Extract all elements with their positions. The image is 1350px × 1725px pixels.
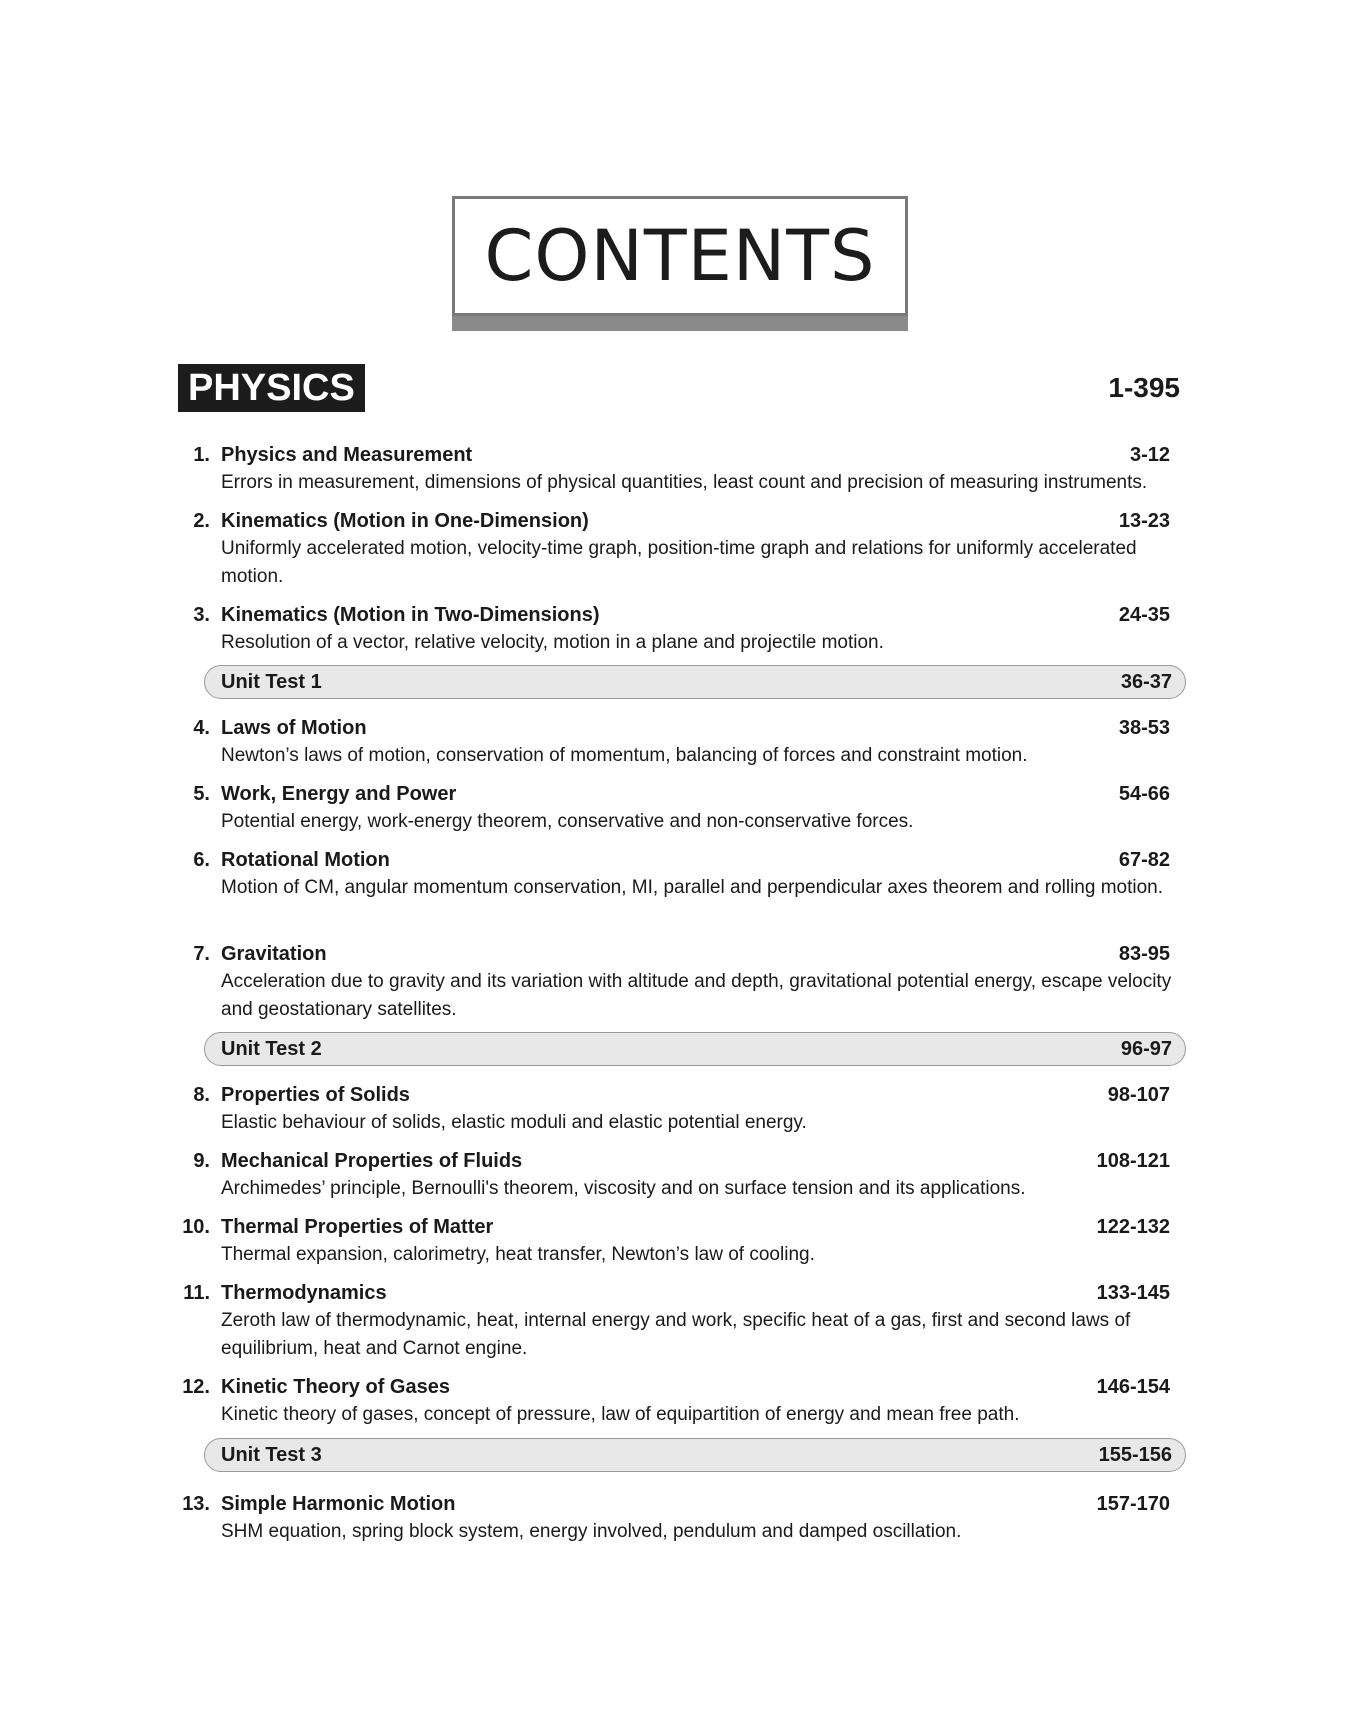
chapter-title: Thermodynamics xyxy=(221,1282,387,1304)
unit-test-title: Unit Test 1 xyxy=(221,671,322,693)
chapter-page-range: 133-145 xyxy=(1096,1282,1170,1304)
contents-title-box xyxy=(452,196,908,331)
chapter-page-range: 13-23 xyxy=(1118,510,1170,532)
chapter-number: 12. xyxy=(182,1376,210,1398)
chapter-description: Archimedes’ principle, Bernoulli's theorem, viscosity and on surface tension and its applications. xyxy=(221,1178,1026,1199)
chapter-number: 8. xyxy=(193,1084,210,1106)
chapter-description: Uniformly accelerated motion, velocity-time graph, position-time graph and relations for uniformly accelerated motion. xyxy=(221,538,1137,587)
chapter-entry[interactable] xyxy=(0,940,1350,1020)
chapter-page-range: 54-66 xyxy=(1118,783,1170,805)
unit-test-title: Unit Test 2 xyxy=(221,1038,322,1060)
subject-name: PHYSICS xyxy=(178,364,365,412)
chapter-description: Errors in measurement, dimensions of physical quantities, least count and precision of measuring instruments. xyxy=(221,472,1148,493)
chapter-title: Thermal Properties of Matter xyxy=(221,1216,494,1238)
chapter-description: Thermal expansion, calorimetry, heat transfer, Newton’s law of cooling. xyxy=(221,1244,815,1265)
chapter-description: Elastic behaviour of solids, elastic moduli and elastic potential energy. xyxy=(221,1112,807,1133)
unit-test-page-range: 96-97 xyxy=(1120,1038,1172,1060)
chapter-description: Motion of CM, angular momentum conservation, MI, parallel and perpendicular axes theorem and rolling motion. xyxy=(221,877,1164,898)
chapter-page-range: 146-154 xyxy=(1096,1376,1170,1398)
title-box-frame xyxy=(452,196,908,316)
unit-test-page-range: 155-156 xyxy=(1098,1444,1172,1466)
unit-test-row[interactable] xyxy=(204,665,1186,699)
chapter-description: SHM equation, spring block system, energy involved, pendulum and damped oscillation. xyxy=(221,1521,962,1542)
chapter-title: Work, Energy and Power xyxy=(221,783,457,805)
chapter-number: 10. xyxy=(182,1216,210,1238)
chapter-description: Potential energy, work-energy theorem, conservative and non-conservative forces. xyxy=(221,811,914,832)
chapter-entry[interactable] xyxy=(0,1213,1350,1265)
chapter-title: Properties of Solids xyxy=(221,1084,410,1106)
unit-test-title: Unit Test 3 xyxy=(221,1444,322,1466)
chapter-number: 11. xyxy=(183,1282,210,1304)
chapter-page-range: 38-53 xyxy=(1118,717,1170,739)
chapter-number: 13. xyxy=(182,1493,210,1515)
chapter-page-range: 108-121 xyxy=(1096,1150,1170,1172)
chapter-entry[interactable] xyxy=(0,1081,1350,1133)
chapter-page-range: 3-12 xyxy=(1129,444,1170,466)
chapter-page-range: 122-132 xyxy=(1096,1216,1170,1238)
unit-test-page-range: 36-37 xyxy=(1120,671,1172,693)
chapter-entry[interactable] xyxy=(0,1279,1350,1359)
chapter-number: 9. xyxy=(193,1150,210,1172)
chapter-number: 4. xyxy=(193,717,210,739)
chapter-number: 5. xyxy=(193,783,210,805)
chapter-description: Newton’s laws of motion, conservation of momentum, balancing of forces and constraint motion. xyxy=(221,745,1028,766)
chapter-title: Simple Harmonic Motion xyxy=(221,1493,456,1515)
chapter-entry[interactable] xyxy=(0,780,1350,832)
chapter-title: Rotational Motion xyxy=(221,849,390,871)
page-title: CONTENTS xyxy=(484,215,876,297)
chapter-page-range: 98-107 xyxy=(1107,1084,1170,1106)
chapter-page-range: 24-35 xyxy=(1118,604,1170,626)
chapter-page-range: 157-170 xyxy=(1096,1493,1170,1515)
chapter-title: Kinetic Theory of Gases xyxy=(221,1376,450,1398)
chapter-entry[interactable] xyxy=(0,1373,1350,1425)
chapter-description: Resolution of a vector, relative velocity, motion in a plane and projectile motion. xyxy=(221,632,884,653)
chapter-entry[interactable] xyxy=(0,714,1350,766)
chapter-number: 3. xyxy=(193,604,210,626)
chapter-title: Physics and Measurement xyxy=(221,444,473,466)
chapter-entry[interactable] xyxy=(0,1490,1350,1542)
unit-test-row[interactable] xyxy=(204,1438,1186,1472)
chapter-description: Zeroth law of thermodynamic, heat, internal energy and work, specific heat of a gas, first and second laws of equilibrium, heat and Carnot engine. xyxy=(221,1310,1131,1359)
chapter-page-range: 83-95 xyxy=(1118,943,1170,965)
chapter-number: 1. xyxy=(193,444,210,466)
subject-header xyxy=(178,364,1180,412)
chapter-number: 7. xyxy=(193,943,210,965)
chapter-title: Kinematics (Motion in Two-Dimensions) xyxy=(221,604,600,626)
chapter-title: Mechanical Properties of Fluids xyxy=(221,1150,523,1172)
chapter-title: Laws of Motion xyxy=(221,717,367,739)
chapter-entry[interactable] xyxy=(0,601,1350,653)
chapter-title: Gravitation xyxy=(221,943,327,965)
subject-page-range: 1-395 xyxy=(1108,372,1180,403)
chapter-description: Acceleration due to gravity and its variation with altitude and depth, gravitational potential energy, escape velocity and geostationary satellites. xyxy=(221,971,1172,1020)
unit-test-row[interactable] xyxy=(204,1032,1186,1066)
chapter-entry[interactable] xyxy=(0,846,1350,898)
chapter-number: 6. xyxy=(193,849,210,871)
chapter-description: Kinetic theory of gases, concept of pressure, law of equipartition of energy and mean free path. xyxy=(221,1404,1020,1425)
chapter-entry[interactable] xyxy=(0,441,1350,493)
chapter-number: 2. xyxy=(193,510,210,532)
chapter-page-range: 67-82 xyxy=(1118,849,1170,871)
chapter-entry[interactable] xyxy=(0,507,1350,587)
chapter-title: Kinematics (Motion in One-Dimension) xyxy=(221,510,589,532)
chapter-entry[interactable] xyxy=(0,1147,1350,1199)
